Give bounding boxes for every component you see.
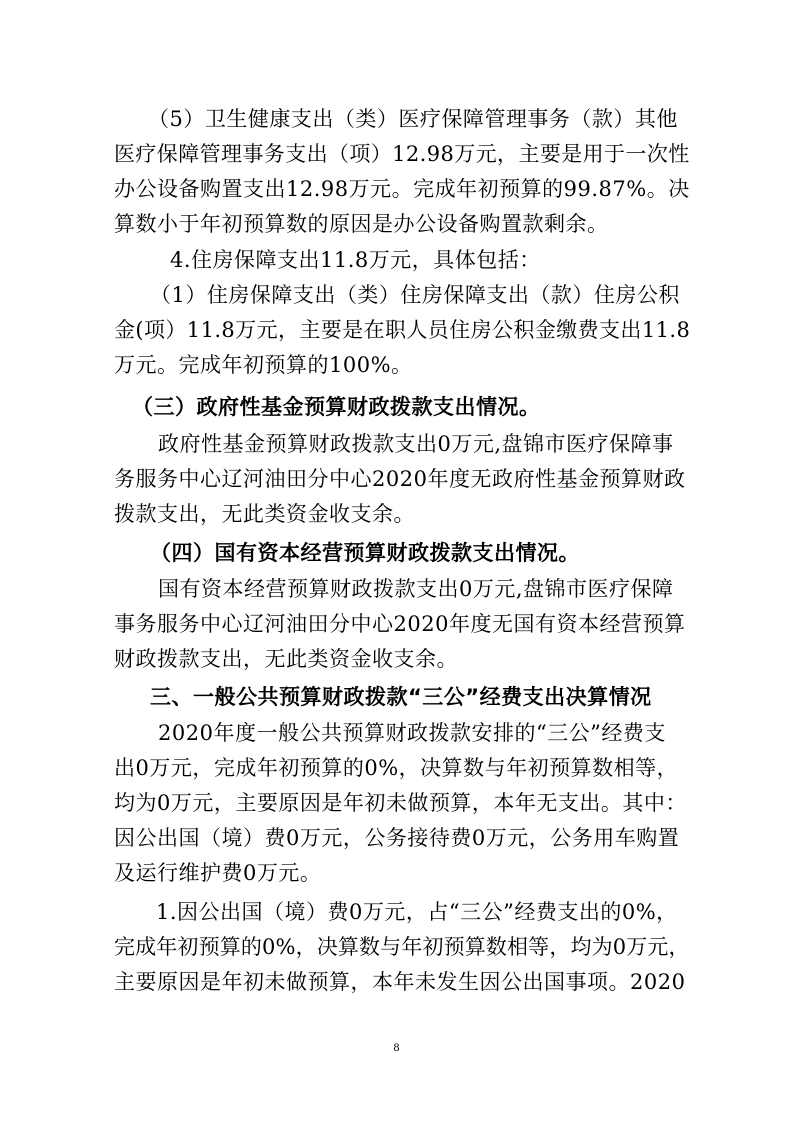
section-heading: （三）政府性基金预算财政拨款支出情况。 — [132, 395, 541, 419]
page-number: 8 — [393, 1040, 400, 1054]
text-line: （5）卫生健康支出（类）医疗保障管理事务（款）其他 — [148, 107, 678, 131]
text-line: 事务服务中心辽河油田分中心2020年度无国有资本经营预算 — [114, 612, 686, 636]
text-line: 万元。完成年初预算的100%。 — [114, 353, 413, 377]
text-line: 国有资本经营预算财政拨款支出0万元,盘锦市医疗保障 — [158, 577, 674, 601]
section-heading: （四）国有资本经营预算财政拨款支出情况。 — [150, 541, 580, 565]
text-line: 完成年初预算的0%，决算数与年初预算数相等，均为0万元， — [114, 935, 690, 959]
text-line: 2020年度一般公共预算财政拨款安排的“三公”经费支 — [158, 721, 666, 745]
text-line: 出0万元，完成年初预算的0%，决算数与年初预算数相等， — [114, 756, 679, 780]
text-line: 4.住房保障支出11.8万元，具体包括： — [170, 248, 541, 272]
text-line: 均为0万元，主要原因是年初未做预算，本年无支出。其中： — [114, 791, 687, 815]
text-line: 金(项）11.8万元，主要是在职人员住房公积金缴费支出11.8 — [114, 318, 691, 342]
text-line: （1）住房保障支出（类）住房保障支出（款）住房公积 — [150, 283, 680, 307]
text-line: 务服务中心辽河油田分中心2020年度无政府性基金预算财政 — [114, 467, 686, 491]
text-line: 及运行维护费0万元。 — [114, 861, 322, 885]
text-line: 拨款支出，无此类资金收支余。 — [114, 502, 415, 526]
text-line: 1.因公出国（境）费0万元，占“三公”经费支出的0%， — [156, 900, 678, 924]
text-line: 政府性基金预算财政拨款支出0万元,盘锦市医疗保障事 — [158, 432, 674, 456]
text-line: 主要原因是年初未做预算，本年未发生因公出国事项。2020 — [114, 970, 686, 994]
text-line: 因公出国（境）费0万元，公务接待费0万元，公务用车购置 — [114, 826, 680, 850]
section-heading: 三、一般公共预算财政拨款“三公”经费支出决算情况 — [150, 685, 652, 709]
text-line: 财政拨款支出，无此类资金收支余。 — [114, 647, 458, 671]
text-line: 医疗保障管理事务支出（项）12.98万元，主要是用于一次性 — [114, 142, 690, 166]
text-line: 办公设备购置支出12.98万元。完成年初预算的99.87%。决 — [114, 177, 690, 201]
text-line: 算数小于年初预算数的原因是办公设备购置款剩余。 — [114, 212, 609, 236]
